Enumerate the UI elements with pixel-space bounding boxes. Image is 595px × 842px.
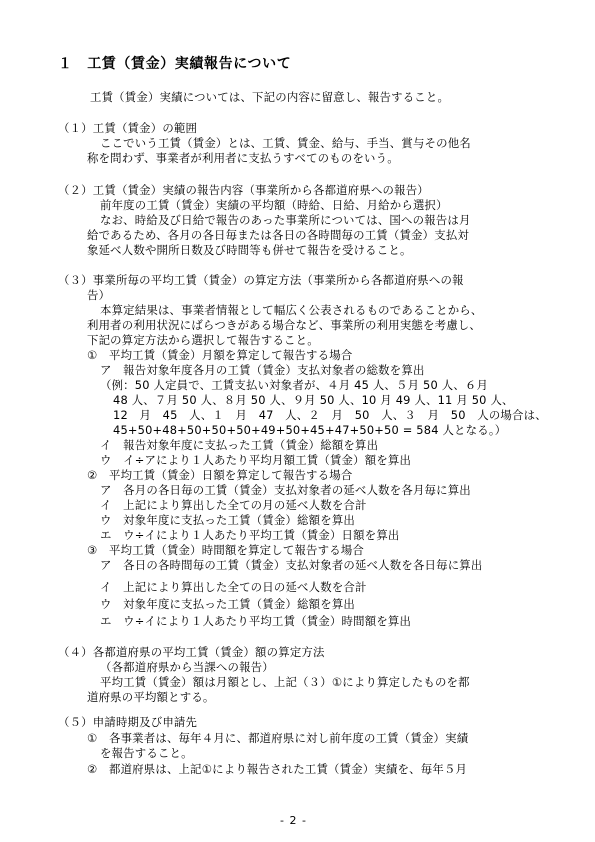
method-3-heading: ③ 平均工賃（賃金）時間額を算定して報告する場合 [87, 543, 364, 557]
method-1-step: イ 報告対象年度に支払った工賃（賃金）総額を算出 [100, 438, 379, 452]
method-1-example: 12 月 45 人、１ 月 47 人、２ 月 50 人、３ 月 50 人の場合は、 [113, 408, 547, 422]
method-1-step: ウ イ÷アにより１人あたり平均月額工賃（賃金）額を算出 [100, 453, 412, 467]
method-3-step: イ 上記により算出した全ての日の延べ人数を合計 [100, 580, 367, 594]
section-5-item: ② 都道府県は、上記①により報告された工賃（賃金）実績を、毎年５月 [87, 762, 468, 776]
intro-text: 工賃（賃金）実績については、下記の内容に留意し、報告すること。 [90, 90, 450, 104]
section-2-text: 前年度の工賃（賃金）実績の平均額（時給、日給、月給から選択） [100, 198, 448, 212]
page-title: １ 工賃（賃金）実績報告について [58, 56, 292, 72]
section-3-heading: 告） [87, 288, 111, 302]
method-1-heading: ① 平均工賃（賃金）月額を算定して報告する場合 [87, 348, 353, 362]
method-1-example: （例：50 人定員で、工賃支払い対象者が、４月 45 人、５月 50 人、６月 [100, 378, 489, 392]
section-4-text: 平均工賃（賃金）額は月額とし、上記（３）①により算定したものを都 [100, 675, 470, 689]
section-3-text: 本算定結果は、事業者情報として幅広く公表されるものであることから、 [100, 303, 483, 317]
section-4-subheading: （各都道府県から当課への報告） [100, 660, 274, 674]
section-3-text: 利用者の利用状況にばらつきがある場合など、事業所の利用実態を考慮し、 [87, 318, 481, 332]
section-1-text: 称を問わず、事業者が利用者に支払うすべてのものをいう。 [87, 151, 399, 165]
method-3-step: ウ 対象年度に支払った工賃（賃金）総額を算出 [100, 597, 355, 611]
section-5-item: を報告すること。 [100, 746, 193, 760]
method-1-step: ア 報告対象年度各月の工賃（賃金）支払対象者の総数を算出 [100, 363, 425, 377]
method-2-step: エ ウ÷イにより１人あたり平均工賃（賃金）日額を算出 [100, 528, 400, 542]
section-4-heading: （４）各都道府県の平均工賃（賃金）額の算定方法 [58, 645, 325, 659]
section-1-heading: （１）工賃（賃金）の範囲 [58, 121, 198, 135]
section-3-text: 下記の算定方法から選択して報告すること。 [87, 333, 319, 347]
section-1-text: ここでいう工賃（賃金）とは、工賃、賃金、給与、手当、賞与その他名 [100, 136, 471, 150]
method-2-heading: ② 平均工賃（賃金）日額を算定して報告する場合 [87, 468, 353, 482]
section-3-heading: （３）事業所毎の平均工賃（賃金）の算定方法（事業所から各都道府県への報 [58, 273, 464, 287]
method-3-step: エ ウ÷イにより１人あたり平均工賃（賃金）時間額を算出 [100, 614, 412, 628]
method-1-example: 48 人、７月 50 人、８月 50 人、９月 50 人、10 月 49 人、11 月 50 人、 [113, 393, 514, 407]
method-1-example: 45+50+48+50+50+50+49+50+45+47+50+50 = 584 人となる。） [113, 423, 507, 437]
method-3-step: ア 各日の各時間毎の工賃（賃金）支払対象者の延べ人数を各日毎に算出 [100, 558, 483, 572]
section-2-text: なお、時給及び日給で報告のあった事業所については、国への報告は月 [100, 213, 471, 227]
method-2-step: ア 各月の各日毎の工賃（賃金）支払対象者の延べ人数を各月毎に算出 [100, 483, 471, 497]
section-5-item: ① 各事業者は、毎年４月に、都道府県に対し前年度の工賃（賃金）実績 [87, 731, 469, 745]
page-number: - 2 - [280, 814, 307, 827]
method-2-step: イ 上記により算出した全ての月の延べ人数を合計 [100, 498, 367, 512]
section-4-text: 道府県の平均額とする。 [87, 690, 215, 704]
section-2-text: 給であるため、各月の各日毎または各日の各時間毎の工賃（賃金）支払対 [87, 228, 470, 242]
method-2-step: ウ 対象年度に支払った工賃（賃金）総額を算出 [100, 513, 355, 527]
section-5-heading: （５）申請時期及び申請先 [58, 715, 198, 729]
section-2-heading: （２）工賃（賃金）実績の報告内容（事業所から各都道府県への報告） [58, 183, 429, 197]
section-2-text: 象延べ人数や開所日数及び時間等も併せて報告を受けること。 [87, 243, 412, 257]
